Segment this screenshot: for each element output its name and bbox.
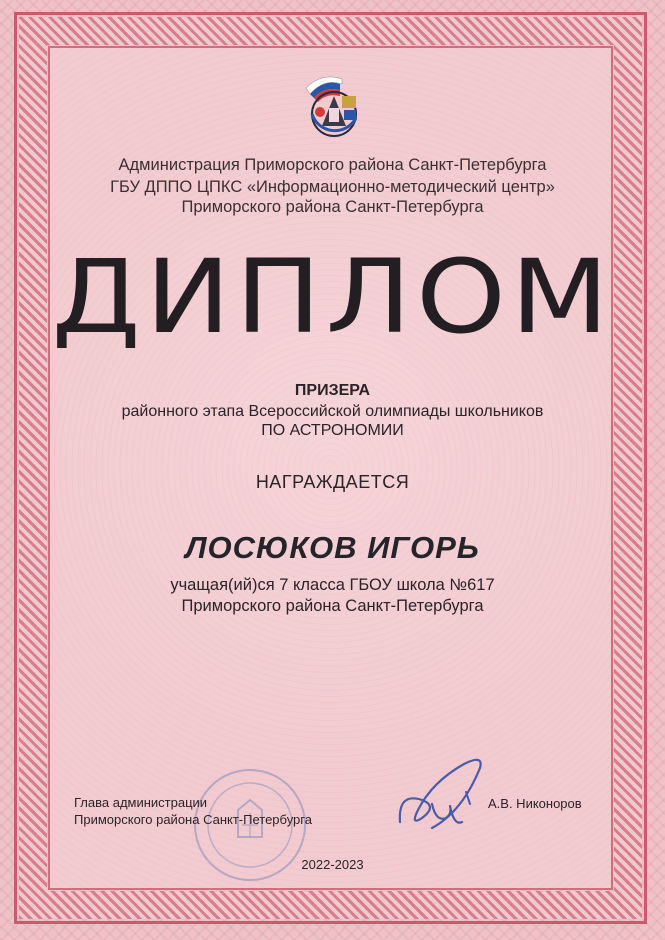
diploma-title: ДИПЛОМ [51,238,614,357]
award-stage: районного этапа Всероссийской олимпиады школьников [121,403,544,420]
signatory-name: А.В. Никоноров [488,796,582,811]
header-line-1: Администрация Приморского района Санкт-Петербурга [118,156,547,174]
award-label: ПРИЗЕРА [294,382,371,399]
recipient-district: Приморского района Санкт-Петербурга [181,597,484,615]
header-line-3: Приморского района Санкт-Петербурга [181,198,484,216]
signatory-position-line-1: Глава администрации [74,795,208,810]
recipient-name: ЛОСЮКОВ ИГОРЬ [185,530,480,565]
signatory-position [74,794,312,828]
award-subject: ПО АСТРОНОМИИ [261,422,404,439]
academic-year: 2022-2023 [301,857,364,872]
awarded-label: НАГРАЖДАЕТСЯ [255,472,410,492]
recipient-school: учащая(ий)ся 7 класса ГБОУ школа №617 [170,576,495,594]
header-line-2: ГБУ ДППО ЦПКС «Информационно-методический центр» [110,178,555,196]
signatory-position-line-2: Приморского района Санкт-Петербурга [74,812,312,827]
olympiad-emblem-logo [296,74,372,144]
